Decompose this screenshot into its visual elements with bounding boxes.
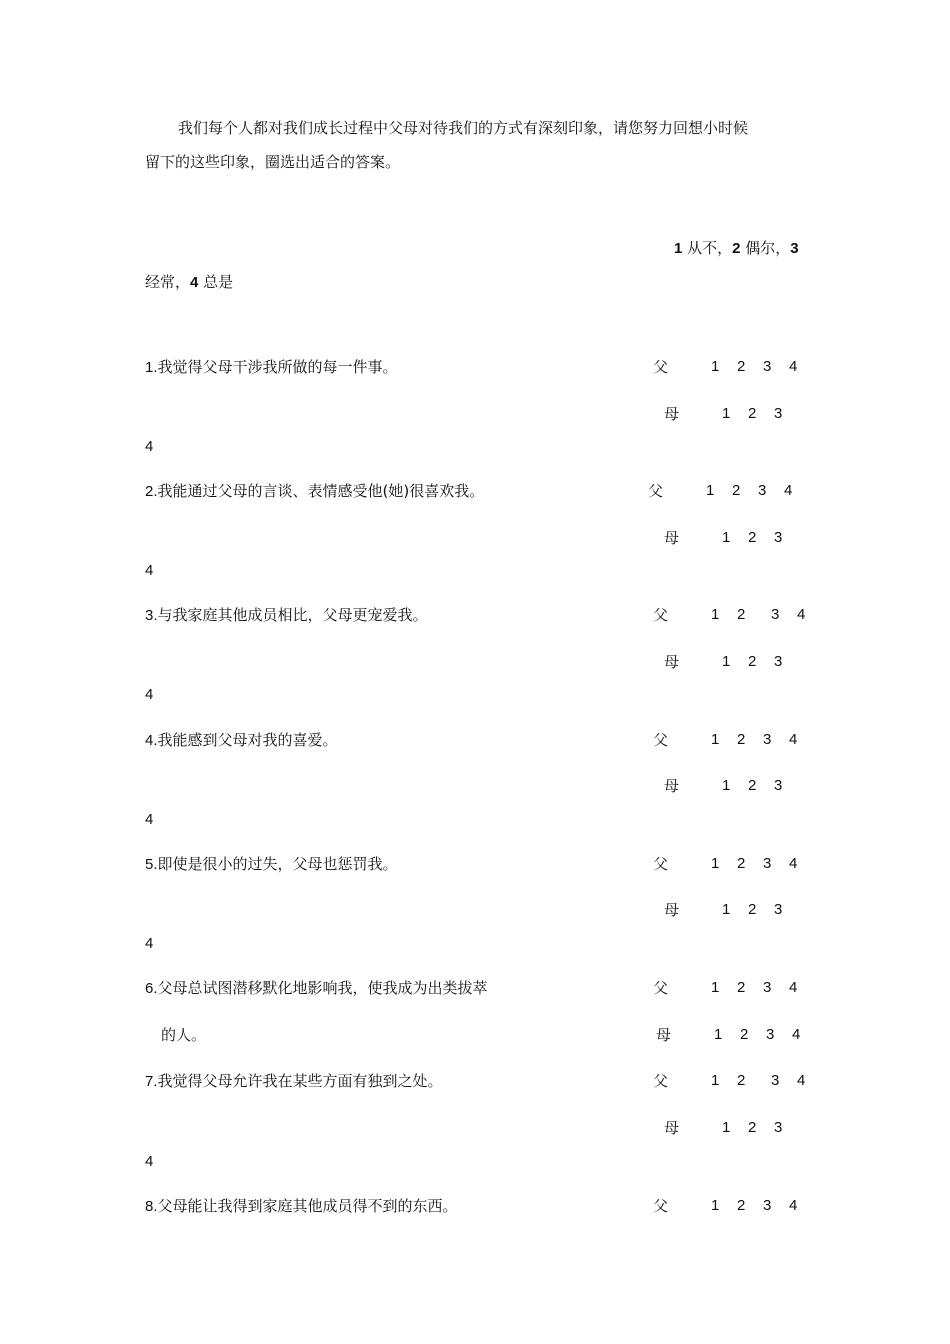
scale-option-3[interactable]: 3 (771, 1072, 780, 1089)
legend-num-2: 2 (732, 240, 741, 257)
scale-legend-line-2 (145, 272, 233, 293)
father-label: 父 (653, 731, 669, 749)
scale-option-4[interactable]: 4 (797, 1072, 806, 1089)
legend-text-3: 经常， (145, 273, 191, 291)
scale-option-4[interactable]: 4 (797, 606, 806, 623)
scale-option-3[interactable]: 3 (758, 482, 767, 499)
scale-option-2[interactable]: 2 (748, 529, 757, 546)
scale-option-2[interactable]: 2 (737, 358, 746, 375)
scale-option-2[interactable]: 2 (748, 405, 757, 422)
scale-option-4[interactable]: 4 (784, 482, 793, 499)
scale-option-4[interactable]: 4 (145, 935, 154, 952)
father-label: 父 (653, 979, 669, 997)
mother-label: 母 (664, 777, 680, 795)
scale-option-1[interactable]: 1 (711, 1197, 720, 1214)
scale-option-3[interactable]: 3 (763, 358, 772, 375)
scale-option-3[interactable]: 3 (774, 529, 783, 546)
question-item-7: 7.我觉得父母允许我在某些方面有独到之处。 (145, 1072, 443, 1090)
scale-option-4[interactable]: 4 (789, 731, 798, 748)
father-label: 父 (648, 482, 664, 500)
scale-option-4[interactable]: 4 (145, 1153, 154, 1170)
legend-num-3: 3 (790, 240, 799, 257)
scale-option-1[interactable]: 1 (722, 405, 731, 422)
scale-option-2[interactable]: 2 (748, 777, 757, 794)
scale-option-3[interactable]: 3 (774, 1119, 783, 1136)
scale-option-2[interactable]: 2 (740, 1026, 749, 1043)
father-label: 父 (653, 855, 669, 873)
scale-option-1[interactable]: 1 (722, 777, 731, 794)
intro-line-2: 留下的这些印象，圈选出适合的答案。 (145, 153, 401, 171)
father-label: 父 (653, 1072, 669, 1090)
intro-line-1: 我们每个人都对我们成长过程中父母对待我们的方式有深刻印象，请您努力回想小时候 (178, 119, 749, 137)
question-item-4: 4.我能感到父母对我的喜爱。 (145, 731, 338, 749)
legend-num-1: 1 (674, 240, 683, 257)
scale-option-3[interactable]: 3 (763, 855, 772, 872)
scale-option-4[interactable]: 4 (789, 358, 798, 375)
scale-option-2[interactable]: 2 (748, 1119, 757, 1136)
scale-option-4[interactable]: 4 (792, 1026, 801, 1043)
question-item-8: 8.父母能让我得到家庭其他成员得不到的东西。 (145, 1197, 458, 1215)
scale-option-1[interactable]: 1 (711, 358, 720, 375)
scale-option-1[interactable]: 1 (711, 1072, 720, 1089)
scale-option-2[interactable]: 2 (737, 606, 746, 623)
scale-legend-line-1 (674, 238, 799, 259)
scale-option-3[interactable]: 3 (774, 653, 783, 670)
scale-option-3[interactable]: 3 (771, 606, 780, 623)
scale-option-3[interactable]: 3 (763, 731, 772, 748)
scale-option-4[interactable]: 4 (145, 438, 154, 455)
legend-text-2: 偶尔， (745, 239, 791, 257)
legend-text-1: 从不， (687, 239, 733, 257)
scale-option-4[interactable]: 4 (789, 855, 798, 872)
mother-label: 母 (664, 1119, 680, 1137)
scale-option-1[interactable]: 1 (711, 731, 720, 748)
scale-option-4[interactable]: 4 (789, 979, 798, 996)
mother-label: 母 (664, 653, 680, 671)
father-label: 父 (653, 606, 669, 624)
question-item-1: 1.我觉得父母干涉我所做的每一件事。 (145, 358, 398, 376)
father-label: 父 (653, 1197, 669, 1215)
scale-option-3[interactable]: 3 (774, 405, 783, 422)
scale-option-2[interactable]: 2 (737, 855, 746, 872)
scale-option-3[interactable]: 3 (774, 777, 783, 794)
question-item-2: 2.我能通过父母的言谈、表情感受他(她)很喜欢我。 (145, 482, 485, 500)
scale-option-2[interactable]: 2 (748, 653, 757, 670)
scale-option-2[interactable]: 2 (737, 979, 746, 996)
scale-option-2[interactable]: 2 (737, 1197, 746, 1214)
scale-option-2[interactable]: 2 (732, 482, 741, 499)
scale-option-4[interactable]: 4 (145, 686, 154, 703)
scale-option-1[interactable]: 1 (722, 653, 731, 670)
scale-option-2[interactable]: 2 (748, 901, 757, 918)
scale-option-2[interactable]: 2 (737, 1072, 746, 1089)
scale-option-1[interactable]: 1 (711, 855, 720, 872)
scale-option-3[interactable]: 3 (774, 901, 783, 918)
scale-option-4[interactable]: 4 (789, 1197, 798, 1214)
scale-option-1[interactable]: 1 (706, 482, 715, 499)
scale-option-1[interactable]: 1 (711, 606, 720, 623)
question-item-5: 5.即使是很小的过失，父母也惩罚我。 (145, 855, 398, 873)
father-label: 父 (653, 358, 669, 376)
scale-option-3[interactable]: 3 (766, 1026, 775, 1043)
scale-option-1[interactable]: 1 (722, 1119, 731, 1136)
scale-option-1[interactable]: 1 (722, 901, 731, 918)
scale-option-1[interactable]: 1 (711, 979, 720, 996)
scale-option-3[interactable]: 3 (763, 1197, 772, 1214)
mother-label: 母 (664, 529, 680, 547)
scale-option-1[interactable]: 1 (714, 1026, 723, 1043)
question-item-6-continued: 的人。 (161, 1026, 207, 1044)
question-item-6: 6.父母总试图潜移默化地影响我，使我成为出类拔萃 (145, 979, 488, 997)
scale-option-4[interactable]: 4 (145, 562, 154, 579)
scale-option-2[interactable]: 2 (737, 731, 746, 748)
scale-option-1[interactable]: 1 (722, 529, 731, 546)
mother-label: 母 (664, 901, 680, 919)
mother-label: 母 (664, 405, 680, 423)
question-item-3: 3.与我家庭其他成员相比，父母更宠爱我。 (145, 606, 428, 624)
mother-label: 母 (656, 1026, 672, 1044)
scale-option-3[interactable]: 3 (763, 979, 772, 996)
legend-text-4: 总是 (203, 273, 234, 291)
legend-num-4: 4 (190, 274, 199, 291)
scale-option-4[interactable]: 4 (145, 811, 154, 828)
